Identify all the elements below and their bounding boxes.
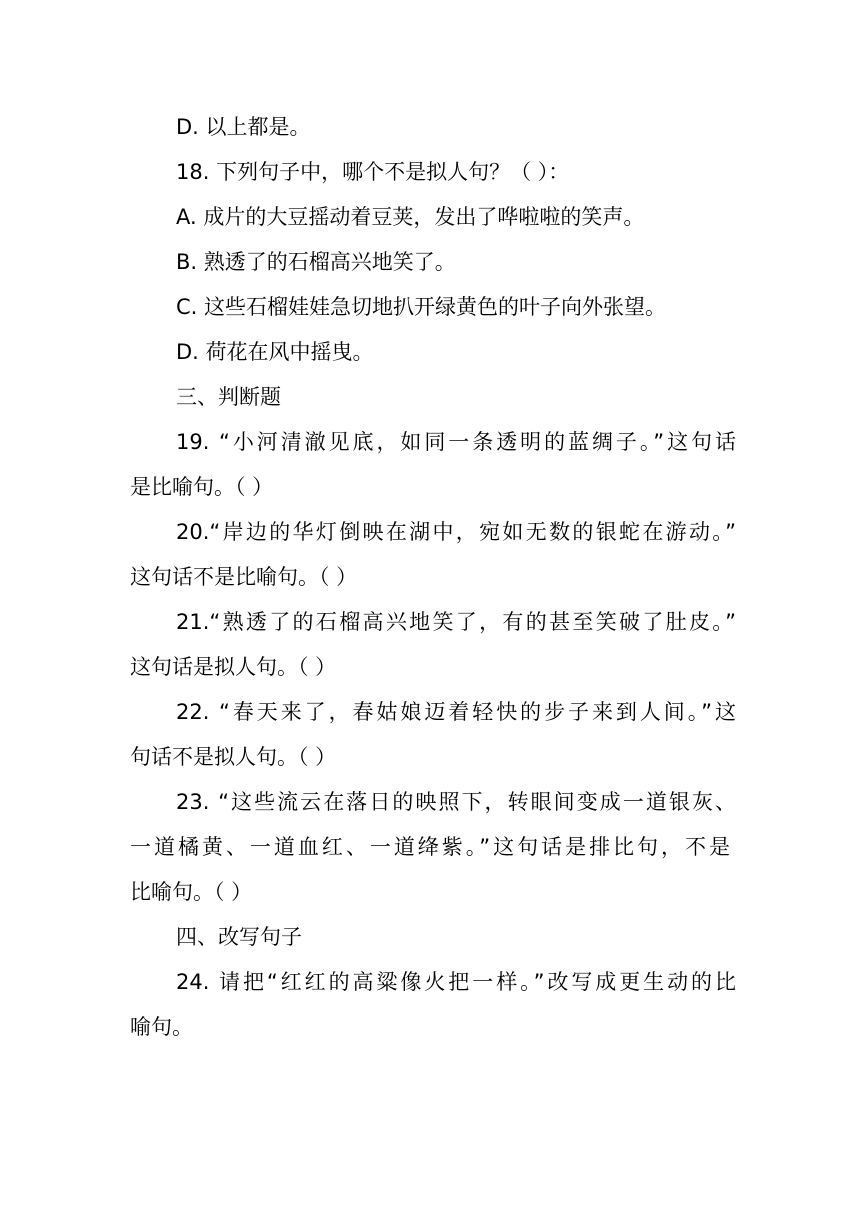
question-22-line-1: 22. “春天来了，春姑娘迈着轻快的步子来到人间。”这 [176,700,736,724]
question-24-line-1: 24. 请把“红红的高粱像火把一样。”改写成更生动的比 [176,970,736,994]
question-20-line-1: 20.“岸边的华灯倒映在湖中，宛如无数的银蛇在游动。” [176,520,736,544]
question-23-line-3: 比喻句。（ ） [130,880,253,904]
option-a-q18: A. 成片的大豆摇动着豆荚，发出了哗啦啦的笑声。 [176,205,645,229]
question-20-line-2: 这句话不是比喻句。（ ） [130,565,358,589]
section-heading-true-false: 三、判断题 [176,385,281,409]
option-b-q18: B. 熟透了的石榴高兴地笑了。 [176,250,456,274]
question-19-line-2: 是比喻句。（ ） [130,475,274,499]
option-c-q18: C. 这些石榴娃娃急切地扒开绿黄色的叶子向外张望。 [176,295,667,319]
question-21-line-2: 这句话是拟人句。（ ） [130,655,337,679]
question-18: 18. 下列句子中，哪个不是拟人句？（ ）： [176,160,570,184]
question-21-line-1: 21.“熟透了的石榴高兴地笑了，有的甚至笑破了肚皮。” [176,610,736,634]
question-23-line-1: 23. “这些流云在落日的映照下，转眼间变成一道银灰、 [176,790,736,814]
question-23-line-2: 一道橘黄、一道血红、一道绛紫。”这句话是排比句，不是 [130,835,730,859]
option-d-q18: D. 荷花在风中摇曳。 [176,340,374,364]
section-heading-rewrite: 四、改写句子 [176,925,302,949]
option-d-q17: D. 以上都是。 [176,115,311,139]
question-24-line-2: 喻句。 [130,1015,193,1039]
question-19-line-1: 19. “小河清澈见底，如同一条透明的蓝绸子。”这句话 [176,430,736,454]
question-22-line-2: 句话不是拟人句。（ ） [130,745,337,769]
